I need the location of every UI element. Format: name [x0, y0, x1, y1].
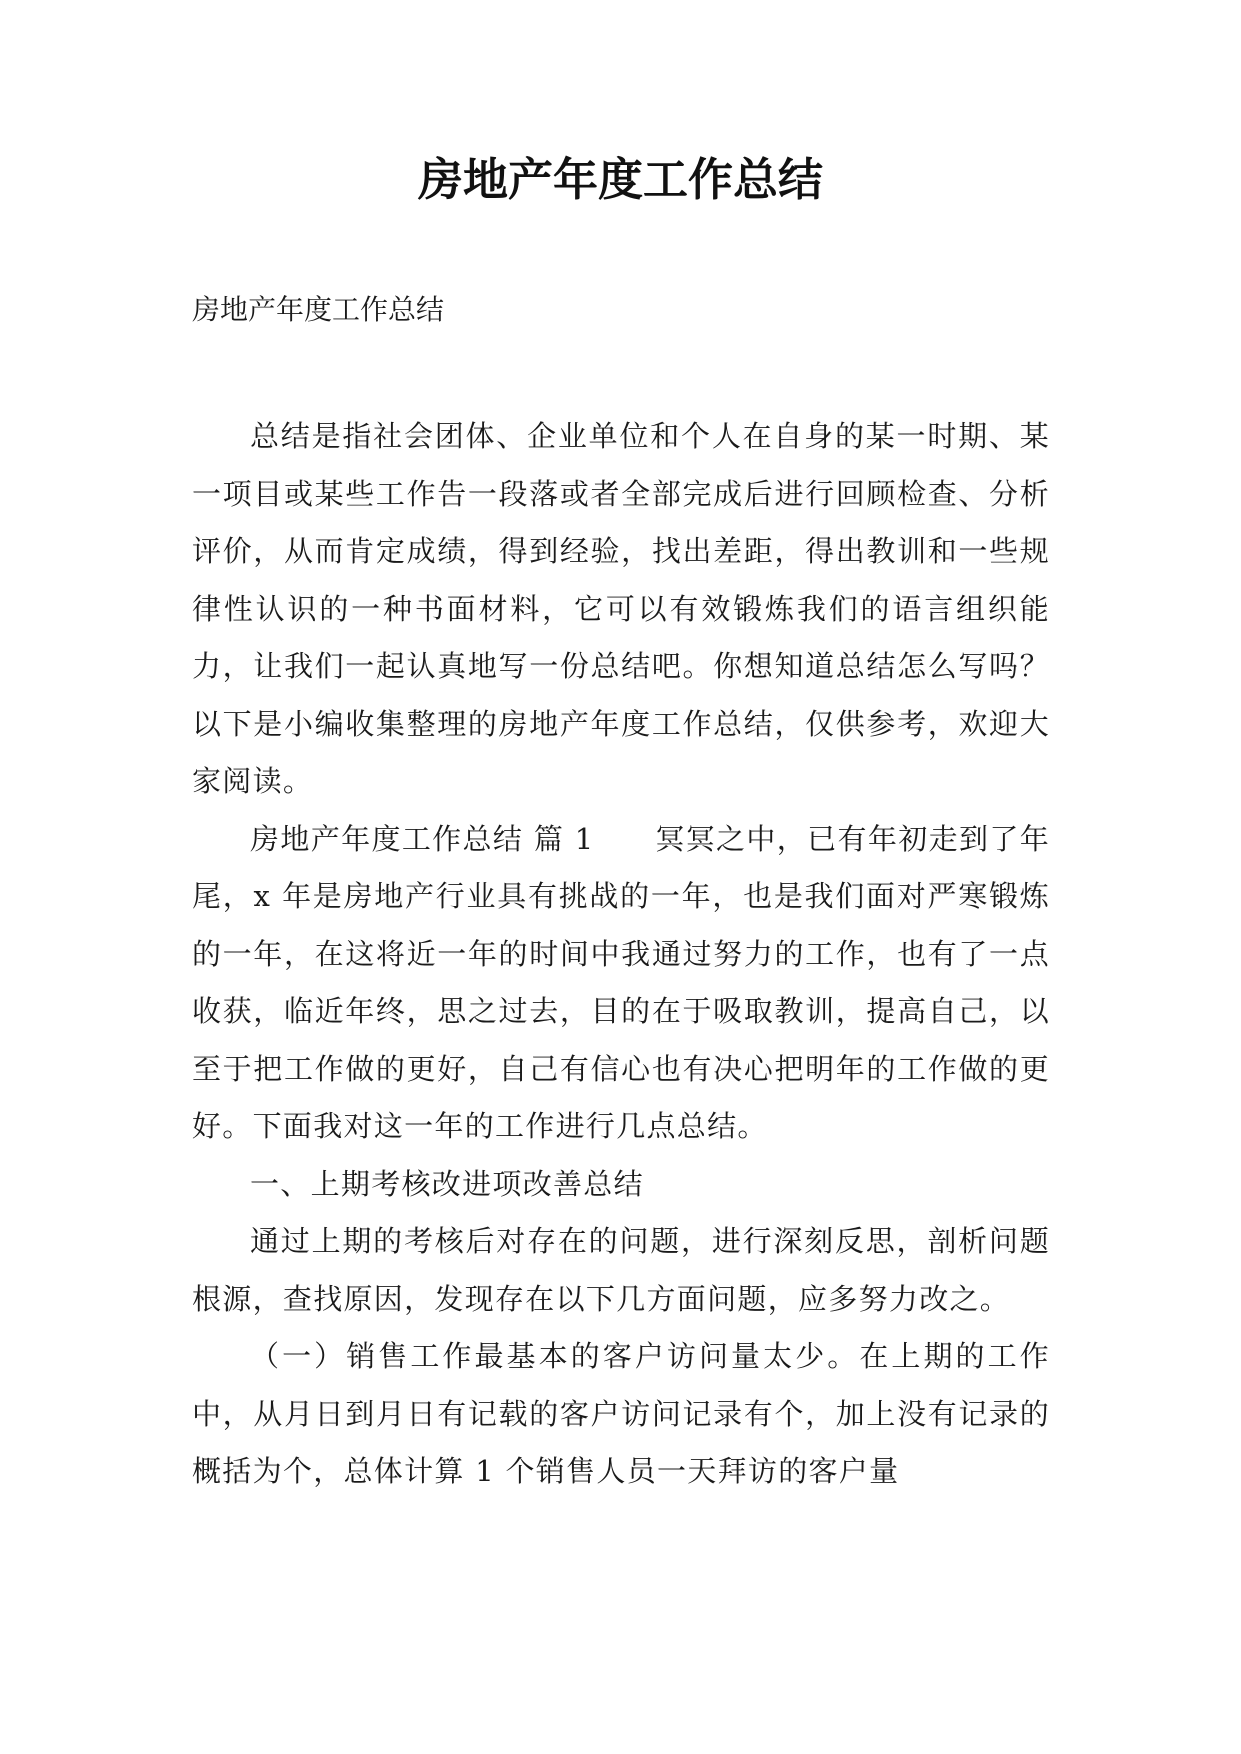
document-subtitle: 房地产年度工作总结 — [192, 293, 445, 326]
paragraph-part-1: 房地产年度工作总结 篇 1 冥冥之中，已有年初走到了年尾，x 年是房地产行业具有挑战的一年，也是我们面对严寒锻炼的一年，在这将近一年的时间中我通过努力的工作，也有了一点收获，临近年终，思之过去，目的在于吸取教训，提高自己，以至于把工作做的更好，自己有信心也有决心把明年的工作做的更好。下面我对这一年的工作进行几点总结。 — [192, 821, 1050, 1143]
document-body — [192, 408, 1050, 1501]
paragraph-review: 通过上期的考核后对存在的问题，进行深刻反思，剖析问题根源，查找原因，发现存在以下几方面问题，应多努力改之。 — [192, 1224, 1050, 1316]
document-title: 房地产年度工作总结 — [417, 153, 823, 206]
paragraph-item-1: （一）销售工作最基本的客户访问量太少。在上期的工作中，从月日到月日有记载的客户访问记录有个，加上没有记录的概括为个，总体计算 1 个销售人员一天拜访的客户量 — [192, 1339, 1050, 1488]
paragraph-intro: 总结是指社会团体、企业单位和个人在自身的某一时期、某一项目或某些工作告一段落或者全部完成后进行回顾检查、分析评价，从而肯定成绩，得到经验，找出差距，得出教训和一些规律性认识的一种书面材料，它可以有效锻炼我们的语言组织能力，让我们一起认真地写一份总结吧。你想知道总结怎么写吗？以下是小编收集整理的房地产年度工作总结，仅供参考，欢迎大家阅读。 — [192, 419, 1050, 798]
section-heading-1: 一、上期考核改进项改善总结 — [250, 1166, 644, 1201]
